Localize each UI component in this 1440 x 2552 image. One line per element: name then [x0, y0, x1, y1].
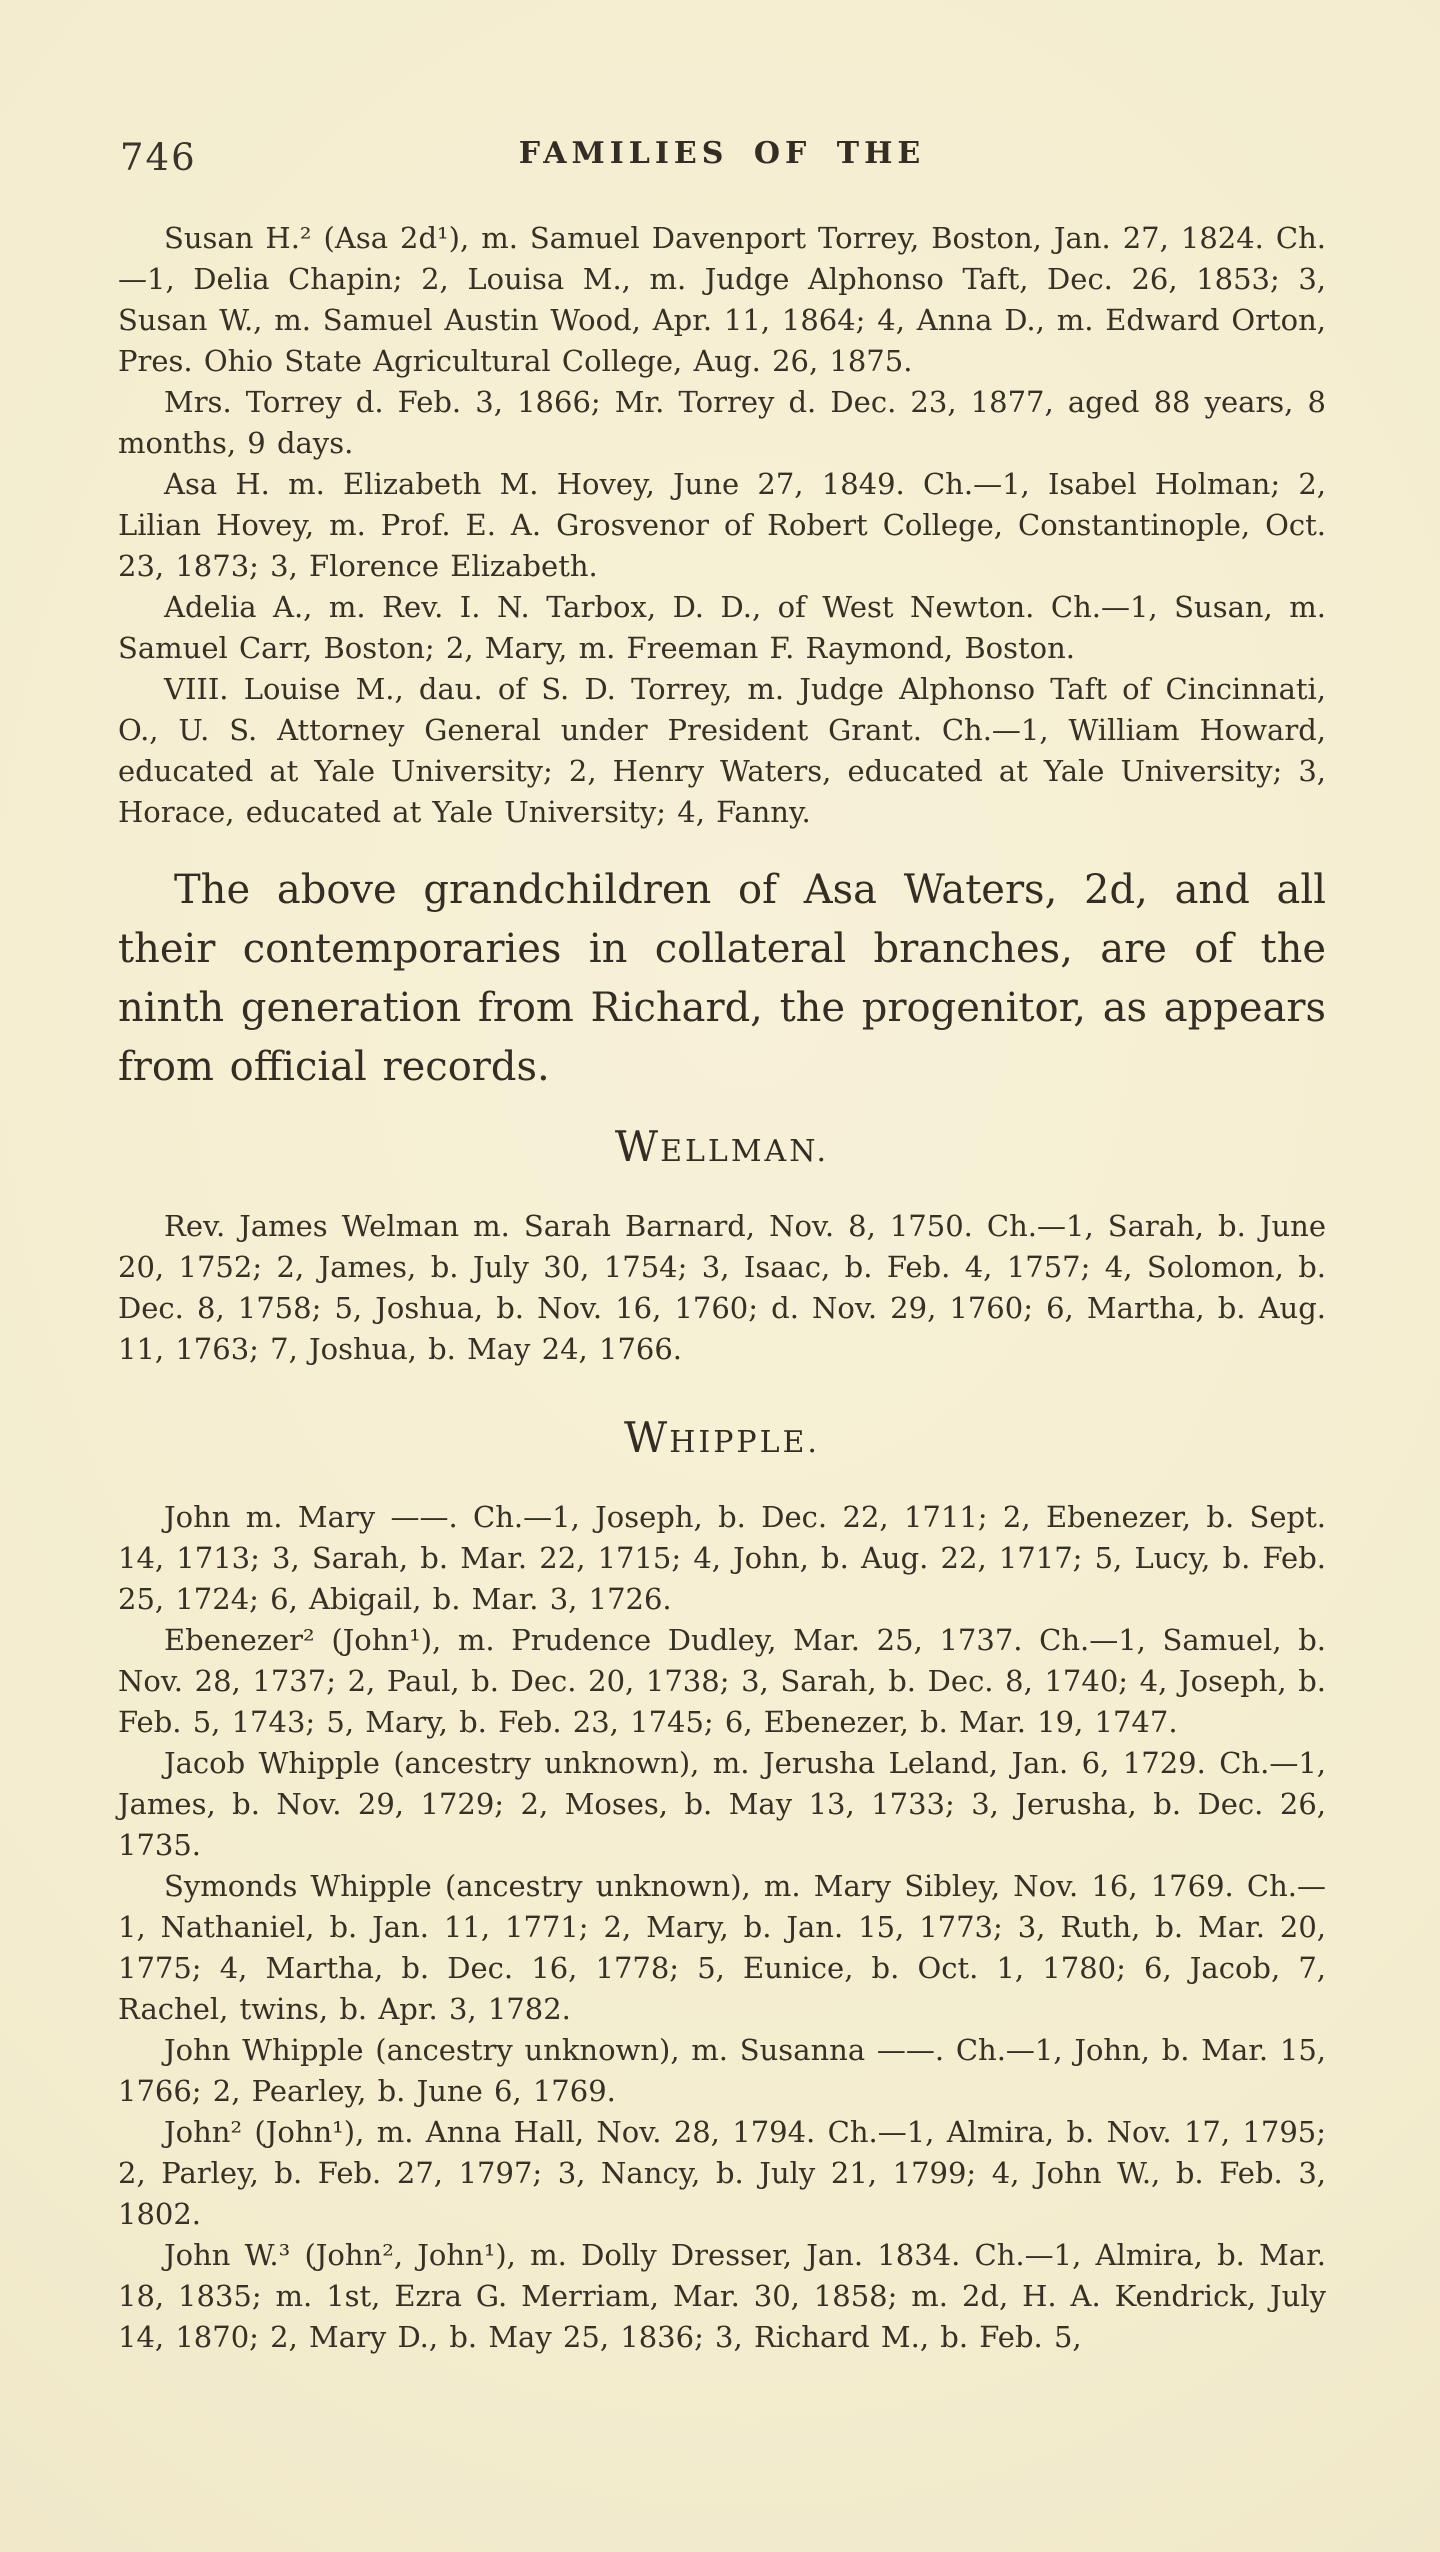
- generation-note: The above grandchildren of Asa Waters, 2d, and all their contemporaries in collateral branches, are of the ninth generation from Richard, the progenitor, as appears from official records.: [118, 867, 1326, 1090]
- genealogy-paragraph-whipple-john2: John Whipple (ancestry unknown), m. Susanna ——. Ch.—1, John, b. Mar. 15, 1766; 2, Pearley, b. June 6, 1769.: [118, 2033, 1326, 2108]
- genealogy-paragraph-whipple-john-w: John W.³ (John², John¹), m. Dolly Dresser, Jan. 1834. Ch.—1, Almira, b. Mar. 18, 1835; m. 1st, Ezra G. Merriam, Mar. 30, 1858; m. 2d, H. A. Kendrick, July 14, 1870; 2, Mary D., b. May 25, 1836; 3, Richard M., b. Feb. 5,: [118, 2238, 1326, 2354]
- genealogy-paragraph-whipple-jacob: Jacob Whipple (ancestry unknown), m. Jerusha Leland, Jan. 6, 1729. Ch.—1, James, b. Nov. 29, 1729; 2, Moses, b. May 13, 1733; 3, Jerusha, b. Dec. 26, 1735.: [118, 1746, 1326, 1862]
- genealogy-paragraph-adelia-a: Adelia A., m. Rev. I. N. Tarbox, D. D., of West Newton. Ch.—1, Susan, m. Samuel Carr, Boston; 2, Mary, m. Freeman F. Raymond, Boston.: [118, 590, 1326, 665]
- genealogy-paragraph-whipple-john: John m. Mary ——. Ch.—1, Joseph, b. Dec. 22, 1711; 2, Ebenezer, b. Sept. 14, 1713; 3, Sarah, b. Mar. 22, 1715; 4, John, b. Aug. 22, 1717; 5, Lucy, b. Feb. 25, 1724; 6, Abigail, b. Mar. 3, 1726.: [118, 1500, 1326, 1616]
- genealogy-paragraph-whipple-john-jr: John² (John¹), m. Anna Hall, Nov. 28, 1794. Ch.—1, Almira, b. Nov. 17, 1795; 2, Parley, b. Feb. 27, 1797; 3, Nancy, b. July 21, 1799; 4, John W., b. Feb. 3, 1802.: [118, 2115, 1326, 2231]
- section-heading-whipple: [118, 1414, 1326, 1471]
- heading-rest: ELLMAN.: [660, 1134, 830, 1169]
- genealogy-paragraph-susan-h: Susan H.² (Asa 2d¹), m. Samuel Davenport Torrey, Boston, Jan. 27, 1824. Ch.—1, Delia Chapin; 2, Louisa M., m. Judge Alphonso Taft, Dec. 26, 1853; 3, Susan W., m. Samuel Austin Wood, Apr. 11, 1864; 4, Anna D., m. Edward Orton, Pres. Ohio State Agricultural College, Aug. 26, 1875.: [118, 221, 1326, 378]
- genealogy-paragraph-asa-h: Asa H. m. Elizabeth M. Hovey, June 27, 1849. Ch.—1, Isabel Holman; 2, Lilian Hovey, m. Prof. E. A. Grosvenor of Robert College, Constantinople, Oct. 23, 1873; 3, Florence Elizabeth.: [118, 467, 1326, 583]
- genealogy-paragraph-torrey-deaths: Mrs. Torrey d. Feb. 3, 1866; Mr. Torrey d. Dec. 23, 1877, aged 88 years, 8 months, 9 days.: [118, 385, 1326, 460]
- heading-initial: W: [624, 1413, 670, 1462]
- genealogy-paragraph-wellman: Rev. James Welman m. Sarah Barnard, Nov. 8, 1750. Ch.—1, Sarah, b. June 20, 1752; 2, James, b. July 30, 1754; 3, Isaac, b. Feb. 4, 1757; 4, Solomon, b. Dec. 8, 1758; 5, Joshua, b. Nov. 16, 1760; d. Nov. 29, 1760; 6, Martha, b. Aug. 11, 1763; 7, Joshua, b. May 24, 1766.: [118, 1209, 1326, 1366]
- genealogy-paragraph-louise-m: VIII. Louise M., dau. of S. D. Torrey, m. Judge Alphonso Taft of Cincinnati, O., U. S. Attorney General under President Grant. Ch.—1, William Howard, educated at Yale University; 2, Henry Waters, educated at Yale University; 3, Horace, educated at Yale University; 4, Fanny.: [118, 672, 1326, 829]
- running-head: [118, 136, 1326, 180]
- genealogy-paragraph-whipple-ebenezer: Ebenezer² (John¹), m. Prudence Dudley, Mar. 25, 1737. Ch.—1, Samuel, b. Nov. 28, 1737; 2, Paul, b. Dec. 20, 1738; 3, Sarah, b. Dec. 8, 1740; 4, Joseph, b. Feb. 5, 1743; 5, Mary, b. Feb. 23, 1745; 6, Ebenezer, b. Mar. 19, 1747.: [118, 1623, 1326, 1739]
- genealogy-paragraph-whipple-symonds: Symonds Whipple (ancestry unknown), m. Mary Sibley, Nov. 16, 1769. Ch.—1, Nathaniel, b. Jan. 11, 1771; 2, Mary, b. Jan. 15, 1773; 3, Ruth, b. Mar. 20, 1775; 4, Martha, b. Dec. 16, 1778; 5, Eunice, b. Oct. 1, 1780; 6, Jacob, 7, Rachel, twins, b. Apr. 3, 1782.: [118, 1869, 1326, 2026]
- page-number: 746: [120, 136, 197, 179]
- heading-initial: W: [614, 1122, 661, 1171]
- page-content: [118, 0, 1326, 2358]
- heading-rest: HIPPLE.: [669, 1425, 820, 1460]
- running-title: FAMILIES OF THE: [518, 136, 926, 171]
- section-heading-wellman: [118, 1123, 1326, 1180]
